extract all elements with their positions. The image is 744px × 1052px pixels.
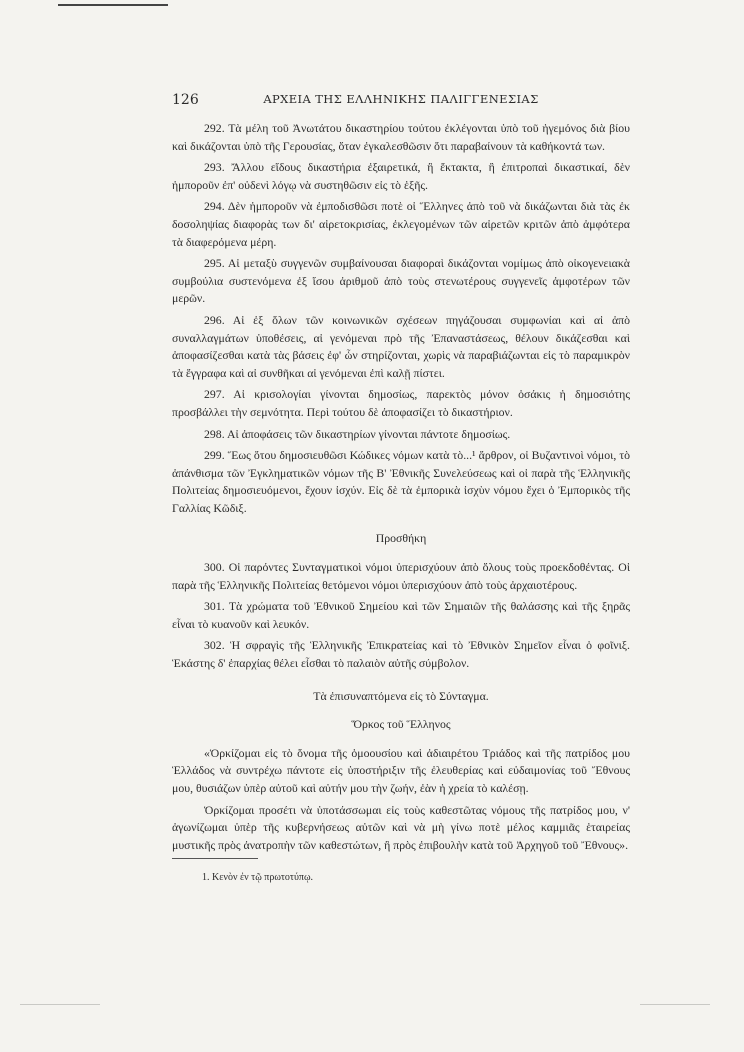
addendum-heading: Προσθήκη [375,531,427,546]
main-text [172,120,630,858]
article-294: 294. Δὲν ἠμποροῦν νὰ ἐμποδισθῶσι ποτὲ οἱ Ἕλληνες ἀπὸ τοῦ νὰ δικάζωνται διὰ τὰς ἐκ δοσοληψίας διαφορὰς των δι' αἱρετοκρισίας, ἐκλεγομένων τῶν αἱρετῶν κριτῶν ἀπὸ ἀμφότερα τὰ διαφερόμενα μέρη. [172,199,630,249]
annex-heading: Τὰ ἐπισυναπτόμενα εἰς τὸ Σύνταγμα. [313,688,489,703]
scan-speck [640,1004,710,1005]
article-292: 292. Τὰ μέλη τοῦ Ἀνωτάτου δικαστηρίου τούτου ἐκλέγονται ὑπὸ τοῦ ἡγεμόνος διὰ βίου καὶ δικάζονται ὑπὸ τῆς Γερουσίας, ὅταν ἐγκαλεσθῶσιν ὅτι παραβαίνουν τὰ καθήκοντά των. [172,121,630,153]
running-title: ΑΡΧΕΙΑ ΤΗΣ ΕΛΛΗΝΙΚΗΣ ΠΑΛΙΓΓΕΝΕΣΙΑΣ [263,92,539,106]
page-header [172,92,630,112]
article-301: 301. Τὰ χρώματα τοῦ Ἐθνικοῦ Σημείου καὶ τῶν Σημαιῶν τῆς θαλάσσης καὶ τῆς ξηρᾶς εἶναι τὸ κυανοῦν καὶ λευκόν. [172,599,630,631]
article-299: 299. Ἕως ὅτου δημοσιευθῶσι Κώδικες νόμων κατὰ τὸ...¹ ἄρθρον, οἱ Βυζαντινοὶ νόμοι, τὸ ἀπάνθισμα τῶν Ἐγκληματικῶν νόμων τῆς Β' Ἐθνικῆς Συνελεύσεως καὶ οἱ παρὰ τῆς Ἑλληνικῆς Πολιτείας δημοσιευόμενοι, ἔχουν ἰσχύν. Εἰς δὲ τὰ ἐμπορικὰ ἰσχὺν νόμου ἔχει ὁ Ἐμπορικὸς τῆς Γαλλίας Κῶδιξ. [172,448,630,515]
article-302: 302. Ἡ σφραγὶς τῆς Ἑλληνικῆς Ἐπικρατείας καὶ τὸ Ἐθνικὸν Σημεῖον εἶναι ὁ φοῖνιξ. Ἑκάστης δ' ἐπαρχίας θέλει εἶσθαι τὸ παλαιὸν αὐτῆς σύμβολον. [172,638,630,671]
article-296: 296. Αἱ ἐξ ὅλων τῶν κοινωνικῶν σχέσεων πηγάζουσαι συμφωνίαι καὶ αἱ ἀπὸ συναλλαγμάτων ὑποθέσεις, αἱ γενόμεναι πρὸ τῆς Ἐπαναστάσεως, θέλουν δικάζεσθαι καὶ ἀποφασίζεσθαι κατὰ τὰς βάσεις ἐφ' ὧν στηρίζονται, χωρὶς νὰ παραβιάζωνται εἰς τὸ παραμικρὸν τὰ ἔγγραφα καὶ αἱ συνθῆκαι αἱ γενόμεναι ἐπὶ καλῇ πίστει. [172,312,630,380]
footnote: 1. Κενὸν ἐν τῷ πρωτοτύπῳ. [202,872,314,883]
oath-heading: Ὅρκος τοῦ Ἕλληνος [351,717,451,732]
top-edge-mark [58,4,168,6]
footnote-rule [172,858,258,859]
article-295: 295. Αἱ μεταξὺ συγγενῶν συμβαίνουσαι διαφοραὶ δικάζονται νομίμως ἀπὸ οἰκογενειακὰ συμβούλια συστενόμενα ἐξ ἴσου ἀριθμοῦ ἀπὸ τοὺς στενωτέρους συγγενεῖς ἀμφοτέρων τῶν μερῶν. [172,256,630,306]
scan-speck [20,1004,100,1005]
article-300: 300. Οἱ παρόντες Συνταγματικοὶ νόμοι ὑπερισχύουν ἀπὸ ὅλους τοὺς προεκδοθέντας. Οἱ παρὰ τῆς Ἑλληνικῆς Πολιτείας θετόμενοι νόμοι ὑπερισχύουν ἀπὸ τοὺς ἀρχαιοτέρους. [172,560,630,592]
oath-paragraph-1: «Ὁρκίζομαι εἰς τὸ ὄνομα τῆς ὁμοουσίου καὶ ἀδιαιρέτου Τριάδος καὶ τῆς πατρίδος μου Ἑλλάδος νὰ συντρέχω πάντοτε εἰς ὑποστήριξιν τῆς ἐλευθερίας καὶ εὐδαιμονίας τοῦ Ἔθνους μου, θυσιάζων ὑπὲρ αὐτοῦ καὶ αὐτήν μου τὴν ζωήν, ἐὰν ἡ χρεία τὸ καλέσῃ. [172,745,630,795]
article-298: 298. Αἱ ἀποφάσεις τῶν δικαστηρίων γίνονται πάντοτε δημοσίως. [204,426,511,441]
article-293: 293. Ἄλλου εἴδους δικαστήρια ἐξαιρετικά, ἢ ἔκτακτα, ἢ ἐπιτροπαὶ δικαστικαί, δὲν ἠμποροῦν ἐπ' οὐδενὶ λόγῳ νὰ συστηθῶσιν εἰς τὸ ἑξῆς. [172,160,630,192]
page-number: 126 [172,92,199,108]
oath-paragraph-2: Ὁρκίζομαι προσέτι νὰ ὑποτάσσωμαι εἰς τοὺς καθεστῶτας νόμους τῆς πατρίδος μου, ν' ἀγωνίζωμαι ὑπὲρ τῆς κυβερνήσεως αὐτῶν καὶ νὰ μὴ γίνω ποτὲ μέλος καμμιᾶς ἑταιρείας μυστικῆς πρὸς ἀνατροπὴν τῶν καθεστώτων, ἢ πρὸς ἐπιβουλὴν κατὰ τοῦ Ἀρχηγοῦ τοῦ Ἔθνους». [172,802,630,852]
article-297: 297. Αἱ κρισολογίαι γίνονται δημοσίως, παρεκτὸς μόνον ὁσάκις ἡ δημοσιότης προσβάλλει τὴν σεμνότητα. Περὶ τούτου δὲ ἀποφασίζει τὸ δικαστήριον. [172,387,630,419]
